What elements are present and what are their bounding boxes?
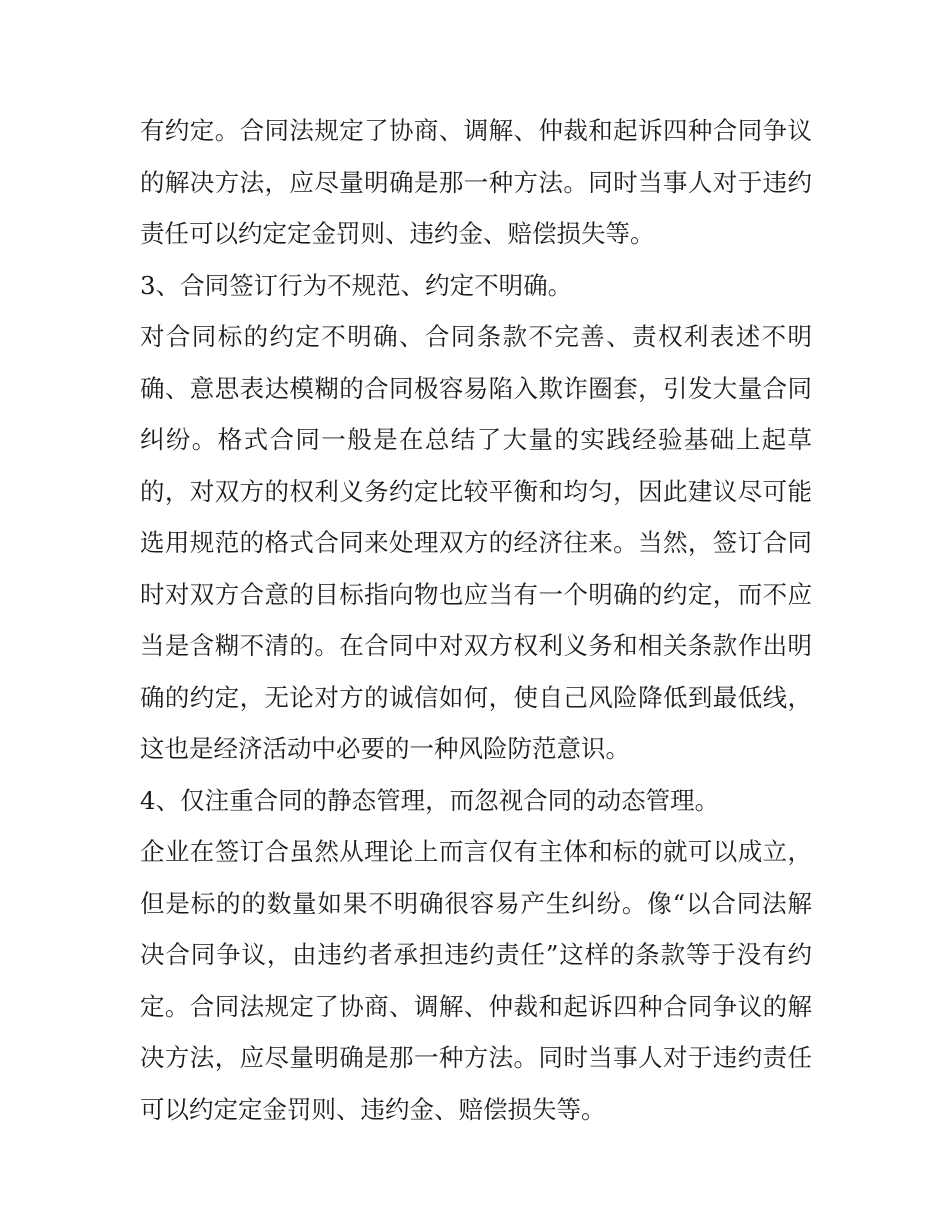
body-line: 决方法，应尽量明确是那一种方法。同时当事人对于违约责任 <box>140 1043 812 1072</box>
body-line: 的解决方法，应尽量明确是那一种方法。同时当事人对于违约 <box>140 167 812 197</box>
document-body <box>140 105 812 1135</box>
body-line: 定。合同法规定了协商、调解、仲裁和起诉四种合同争议的解 <box>140 991 812 1021</box>
body-line: 对合同标的约定不明确、合同条款不完善、责权利表述不明 <box>140 322 812 351</box>
body-line: 选用规范的格式合同来处理双方的经济往来。当然，签订合同 <box>140 528 812 557</box>
body-line: 决合同争议，由违约者承担违约责任”这样的条款等于没有约 <box>140 940 812 969</box>
body-line: 这也是经济活动中必要的一种风险防范意识。 <box>140 734 630 763</box>
body-line: 当是含糊不清的。在合同中对双方权利义务和相关条款作出明 <box>140 631 812 660</box>
body-line: 确的约定，无论对方的诚信如何，使自己风险降低到最低线， <box>140 682 812 712</box>
body-line: 责任可以约定定金罚则、违约金、赔偿损失等。 <box>140 219 655 248</box>
body-line: 企业在签订合虽然从理论上而言仅有主体和标的就可以成立， <box>140 837 812 866</box>
body-line: 时对双方合意的目标指向物也应当有一个明确的约定，而不应 <box>140 579 812 609</box>
body-line: 有约定。合同法规定了协商、调解、仲裁和起诉四种合同争议 <box>140 116 812 145</box>
body-line: 的，对双方的权利义务约定比较平衡和均匀，因此建议尽可能 <box>140 476 812 506</box>
body-line: 纠纷。格式合同一般是在总结了大量的实践经验基础上起草 <box>140 425 812 454</box>
section-heading-4: 4、仅注重合同的静态管理，而忽视合同的动态管理。 <box>140 785 720 815</box>
body-line: 确、意思表达模糊的合同极容易陷入欺诈圈套，引发大量合同 <box>140 373 812 403</box>
section-heading-3: 3、合同签订行为不规范、约定不明确。 <box>140 270 573 300</box>
body-line: 可以约定定金罚则、违约金、赔偿损失等。 <box>140 1094 606 1124</box>
body-line: 但是标的的数量如果不明确很容易产生纠纷。像“以合同法解 <box>140 888 812 918</box>
